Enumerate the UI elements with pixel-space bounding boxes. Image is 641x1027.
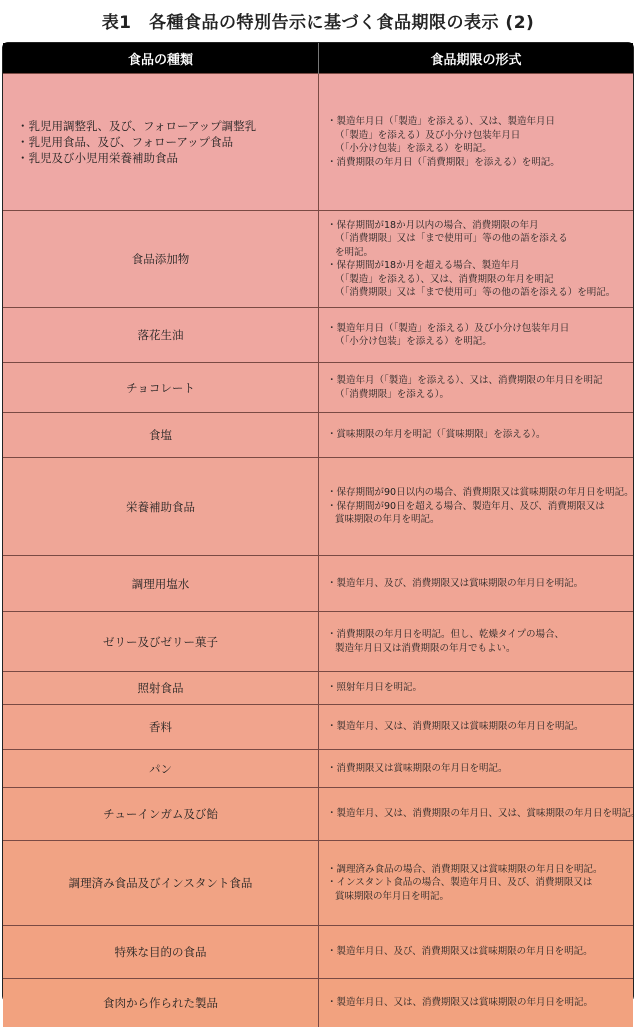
expiry-format-cell: [319, 308, 634, 363]
expiry-format-text: を明記。: [335, 246, 374, 258]
food-type-cell: [3, 979, 319, 1027]
food-type-cell: [3, 556, 319, 612]
table-header-row: [3, 43, 633, 74]
expiry-format-cell: [319, 841, 634, 926]
table-row: [3, 458, 633, 556]
expiry-format-cell: [319, 788, 641, 841]
expiry-format-text: ・賞味期限の年月を明記（「賞味期限」を添える）。: [327, 429, 546, 441]
table-row: [3, 413, 633, 458]
food-type-cell: [3, 211, 319, 308]
food-type-cell: [3, 413, 319, 458]
expiry-format-text: ・保存期間が90日以内の場合、消費期限又は賞味期限の年月日を明記。: [327, 487, 634, 499]
food-type-text: 調理用塩水: [131, 576, 190, 591]
food-type-text: 栄養補助食品: [126, 499, 195, 514]
table-row: [3, 788, 633, 841]
expiry-format-text: 賞味期限の年月を明記。: [335, 514, 440, 526]
expiry-format-text: ・インスタント食品の場合、製造年月日、及び、消費期限又は: [327, 877, 593, 889]
header-food-type: 食品の種類: [3, 43, 319, 74]
table-row: [3, 308, 633, 363]
expiry-format-text: ・消費期限又は賞味期限の年月日を明記。: [327, 762, 508, 774]
food-type-text: ・乳児及び小児用栄養補助食品: [17, 151, 178, 165]
expiry-format-cell: [319, 556, 634, 612]
expiry-format-text: ・消費期限の年月日（「消費期限」を添える）を明記。: [327, 156, 560, 168]
expiry-format-cell: [319, 750, 634, 788]
table-row: [3, 750, 633, 788]
food-type-cell: [3, 74, 319, 211]
expiry-format-cell: [319, 672, 634, 705]
expiry-format-text: （「小分け包装」を添える）を明記。: [335, 143, 492, 154]
expiry-format-text: ・製造年月日（「製造」を添える）、又は、製造年月日: [327, 116, 556, 127]
food-type-text: 照射食品: [137, 681, 184, 695]
header-expiry-format: 食品期限の形式: [319, 43, 634, 74]
expiry-format-text: ・製造年月日、及び、消費期限又は賞味期限の年月日を明記。: [327, 946, 593, 958]
food-type-text: 食肉から作られた製品: [103, 995, 218, 1010]
food-type-text: 食塩: [149, 428, 172, 442]
table-row: [3, 363, 633, 413]
expiry-format-text: （「製造」を添える）及び小分け包装年月日: [335, 129, 521, 141]
expiry-format-text: （「小分け包装」を添える）を明記。: [335, 336, 492, 347]
expiry-format-cell: [319, 705, 634, 750]
expiry-format-cell: [319, 979, 634, 1027]
expiry-format-cell: [319, 211, 634, 308]
expiry-format-text: ・製造年月、又は、消費期限又は賞味期限の年月日を明記。: [327, 721, 584, 733]
expiry-format-text: （「消費期限」又は「まで使用可」等の他の語を添える）を明記。: [335, 287, 616, 298]
food-type-text: 特殊な目的の食品: [114, 945, 207, 959]
table-row: [3, 672, 633, 705]
expiry-format-cell: [319, 413, 634, 458]
expiry-format-text: ・保存期間が18か月を超える場合、製造年月: [327, 260, 520, 271]
table-row: [3, 979, 633, 1027]
food-type-text: 調理済み食品及びインスタント食品: [68, 876, 253, 890]
table-row: [3, 74, 633, 211]
expiry-format-text: ・製造年月日、又は、消費期限又は賞味期限の年月日を明記。: [327, 997, 594, 1008]
food-type-text: チョコレート: [126, 380, 195, 395]
expiry-format-text: 賞味期限の年月日を明記。: [335, 890, 450, 902]
expiry-format-text: ・消費期限の年月日を明記。但し、乾燥タイプの場合、: [327, 629, 565, 640]
food-type-cell: [3, 308, 319, 363]
expiry-format-text: ・製造年月（「製造」を添える）、又は、消費期限の年月日を明記: [327, 375, 603, 386]
food-type-cell: [3, 788, 319, 841]
expiry-format-text: ・調理済み食品の場合、消費期限又は賞味期限の年月日を明記。: [327, 863, 603, 875]
food-type-cell: [3, 750, 319, 788]
food-type-text: ・乳児用調整乳、及び、フォローアップ調整乳: [17, 119, 257, 133]
food-type-text: パン: [149, 761, 172, 776]
food-type-cell: [3, 705, 319, 750]
food-type-cell: [3, 672, 319, 705]
expiry-format-cell: [319, 612, 634, 672]
food-type-cell: [3, 612, 319, 672]
food-type-text: 香料: [149, 720, 172, 734]
expiry-format-text: ・保存期間が90日を超える場合、製造年月、及び、消費期限又は: [327, 500, 605, 512]
expiry-format-cell: [319, 458, 634, 556]
expiry-format-cell: [319, 74, 634, 211]
food-type-text: チューインガム及び飴: [103, 807, 218, 821]
table-row: [3, 841, 633, 926]
table-row: [3, 705, 633, 750]
expiry-format-cell: [319, 926, 634, 979]
food-type-text: ゼリー及びゼリー菓子: [103, 634, 218, 649]
expiry-format-text: ・照射年月日を明記。: [327, 682, 423, 694]
food-type-cell: [3, 458, 319, 556]
table-row: [3, 926, 633, 979]
food-type-text: 食品添加物: [131, 252, 190, 266]
food-type-text: 落花生油: [137, 328, 184, 342]
table-row: [3, 211, 633, 308]
expiry-format-text: （「消費期限」を添える）。: [335, 388, 450, 400]
food-expiry-table: [2, 42, 641, 1010]
expiry-format-text: ・製造年月、又は、消費期限の年月日、又は、賞味期限の年月日を明記。: [327, 808, 641, 820]
expiry-format-text: ・保存期間が18か月以内の場合、消費期限の年月: [327, 219, 539, 231]
expiry-format-text: （「消費期限」又は「まで使用可」等の他の語を添える: [335, 233, 568, 244]
table-row: [3, 612, 633, 672]
expiry-format-text: ・製造年月日（「製造」を添える）及び小分け包装年月日: [327, 322, 570, 334]
food-type-text: ・乳児用食品、及び、フォローアップ食品: [17, 135, 234, 149]
food-type-cell: [3, 841, 319, 926]
food-type-cell: [3, 363, 319, 413]
food-type-cell: [3, 926, 319, 979]
expiry-format-text: ・製造年月、及び、消費期限又は賞味期限の年月日を明記。: [327, 577, 584, 589]
expiry-format-text: 製造年月日又は消費期限の年月でもよい。: [335, 642, 516, 654]
page-title: 表1 各種食品の特別告示に基づく食品期限の表示 (2): [101, 13, 535, 33]
expiry-format-cell: [319, 363, 634, 413]
table-row: [3, 556, 633, 612]
expiry-format-text: （「製造」を添える）、又は、消費期限の年月を明記: [335, 273, 554, 285]
